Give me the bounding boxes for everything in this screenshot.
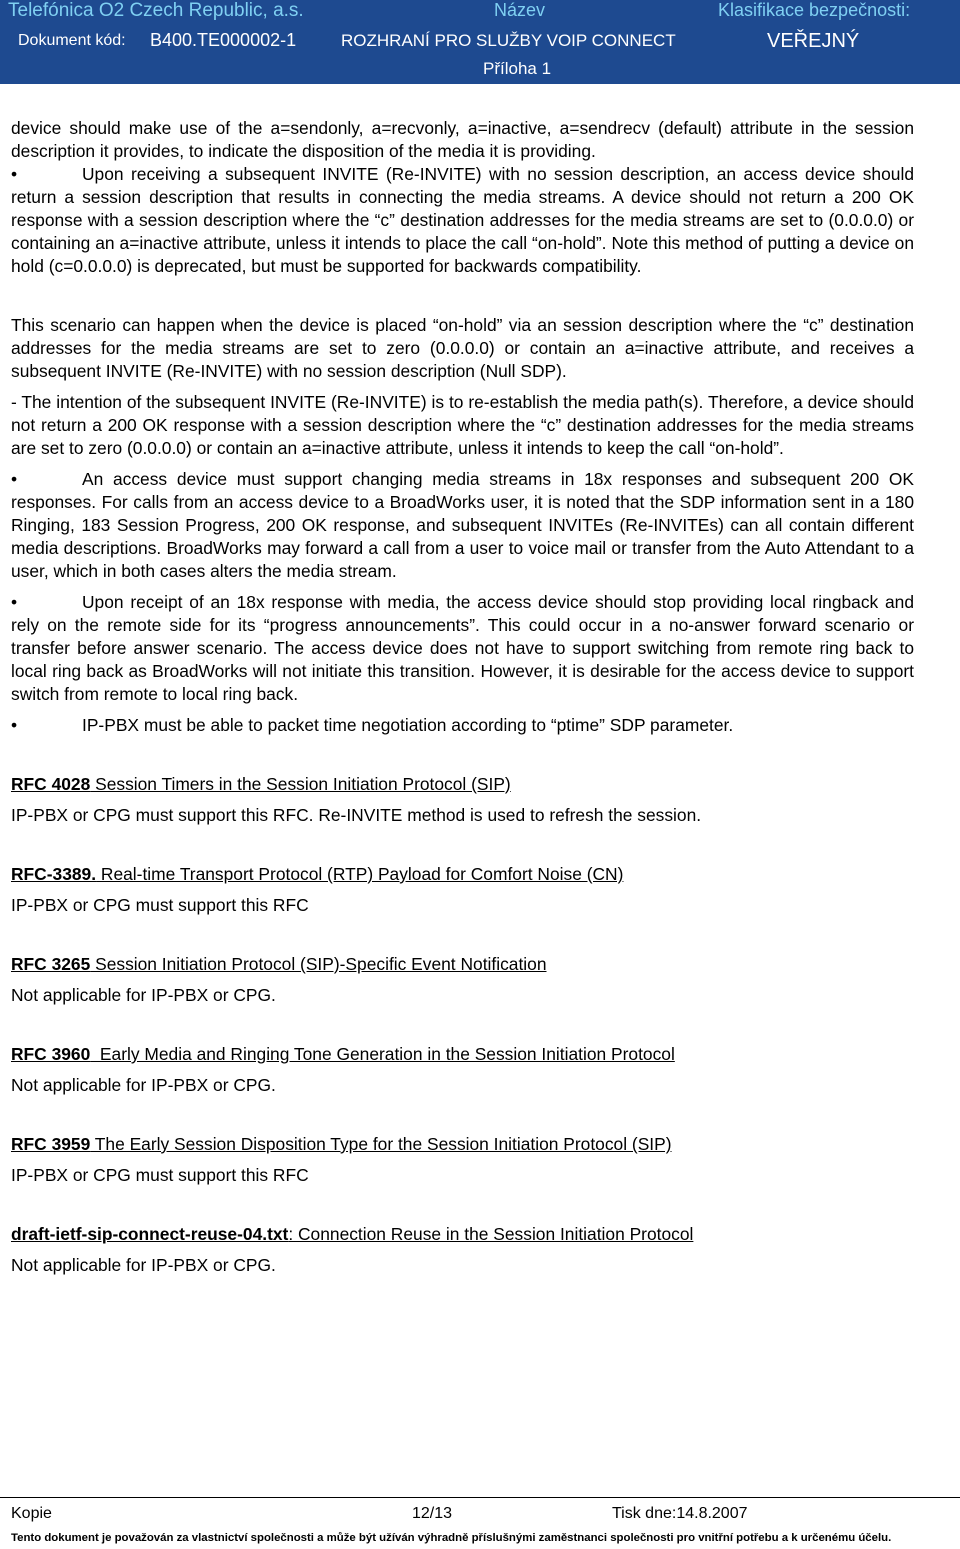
bullet-text: IP-PBX must be able to packet time negotiation according to “ptime” SDP parameter. [82,715,734,735]
rfc-note: IP-PBX or CPG must support this RFC [11,895,309,915]
footer-divider [0,1497,960,1498]
rfc-heading [11,953,914,976]
rfc-code: draft-ietf-sip-connect-reuse-04.txt [11,1224,289,1244]
klasifikace-value: VEŘEJNÝ [767,30,860,52]
paragraph: device should make use of the a=sendonly, a=recvonly, a=inactive, a=sendrecv (default) attribute in the session description it provides, to indicate the disposition of the media it is providing. [11,118,914,161]
bullet-glyph: • [11,715,18,735]
rfc-code: RFC 3960 [11,1044,91,1064]
paragraph: This scenario can happen when the device is placed “on-hold” via an session description where the “c” destination addresses for the media streams are set to zero (0.0.0.0) or contain an a=inactive attribute, and receives a subsequent INVITE (Re-INVITE) with no session description (Null SDP). [11,315,914,381]
rfc-title: Session Timers in the Session Initiation Protocol (SIP) [90,774,511,794]
rfc-code: RFC 3959 [11,1134,91,1154]
bullet-glyph: • [11,164,18,184]
rfc-title: The Early Session Disposition Type for the Session Initiation Protocol (SIP) [90,1134,672,1154]
rfc-title: Early Media and Ringing Tone Generation in the Session Initiation Protocol [90,1044,675,1064]
nazev-label: Název [494,0,546,20]
rfc-title: Session Initiation Protocol (SIP)-Specific Event Notification [90,954,547,974]
rfc-code: RFC 3265 [11,954,91,974]
dokument-kod-label: Dokument kód: [18,32,126,49]
bullet-glyph: • [11,469,18,489]
paragraph: - The intention of the subsequent INVITE (Re-INVITE) is to re-establish the media path(s). Therefore, a device should not return a 200 OK response with a session description where the “c” destination addresses for the media streams are set to zero (0.0.0.0) or contain an a=inactive attribute, unless it intends to keep the call “on-hold”. [11,392,914,458]
footer-page-number: 12/13 [412,1505,453,1522]
rfc-title: : Connection Reuse in the Session Initiation Protocol [288,1224,694,1244]
rfc-heading [11,773,914,796]
bullet-text: Upon receipt of an 18x response with media, the access device should stop providing local ringback and rely on the remote side for its “progress announcements”. This could occur in a no-answer forward scenario or transfer before answer scenario. The access device does not have to support switching from remote ring back to local ring back as BroadWorks will not initiate this transition. However, it is desirable for the access device to support switch from remote to local ring back. [11,592,914,704]
document-header [0,0,960,84]
rfc-note: IP-PBX or CPG must support this RFC [11,1165,309,1185]
rfc-heading [11,1133,914,1156]
footer-kopie: Kopie [11,1505,52,1522]
dokument-kod-value: B400.TE000002-1 [150,30,297,50]
rfc-code: RFC 4028 [11,774,91,794]
nazev-value: ROZHRANÍ PRO SLUŽBY VOIP CONNECT [341,31,676,50]
bullet-item [11,714,914,737]
bullet-item [11,468,914,583]
footer-print-date: Tisk dne:14.8.2007 [612,1505,748,1522]
bullet-text: Upon receiving a subsequent INVITE (Re-INVITE) with no session description, an access device should return a session description that results in connecting the media streams. A device should not return a 200 OK response with a session description where the “c” destination addresses for the media streams are set to (0.0.0.0) or containing an a=inactive attribute, unless it intends to place the call “on-hold”. Note this method of putting a device on hold (c=0.0.0.0) is deprecated, but must be supported for backwards compatibility. [11,164,914,276]
rfc-note: Not applicable for IP-PBX or CPG. [11,1075,276,1095]
company-name: Telefónica O2 Czech Republic, a.s. [8,0,304,21]
bullet-item [11,163,914,278]
rfc-heading [11,1223,914,1246]
bullet-text: An access device must support changing media streams in 18x responses and subsequent 200 OK responses. For calls from an access device to a BroadWorks user, it is noted that the SDP information sent in a 180 Ringing, 183 Session Progress, 200 OK response, and subsequent INVITEs (Re-INVITEs) can all contain different media descriptions. BroadWorks may forward a call from a user to voice mail or transfer from the Auto Attendant to a user, which in both cases alters the media stream. [11,469,914,581]
rfc-code: RFC-3389. [11,864,97,884]
rfc-note: Not applicable for IP-PBX or CPG. [11,1255,276,1275]
document-body [11,117,914,1277]
rfc-note: Not applicable for IP-PBX or CPG. [11,985,276,1005]
klasifikace-label: Klasifikace bezpečnosti: [718,0,911,20]
rfc-heading [11,863,914,886]
footer-confidentiality-note: Tento dokument je považován za vlastnictví společnosti a může být užíván výhradně příslušnými zaměstnanci společnosti pro vnitřní potřebu a k určenému účelu. [11,1532,892,1544]
priloha-label: Příloha 1 [483,59,552,78]
bullet-glyph: • [11,592,18,612]
bullet-item [11,591,914,706]
rfc-heading [11,1043,914,1066]
rfc-note: IP-PBX or CPG must support this RFC. Re-INVITE method is used to refresh the session. [11,805,702,825]
rfc-title: Real-time Transport Protocol (RTP) Payload for Comfort Noise (CN) [96,864,624,884]
